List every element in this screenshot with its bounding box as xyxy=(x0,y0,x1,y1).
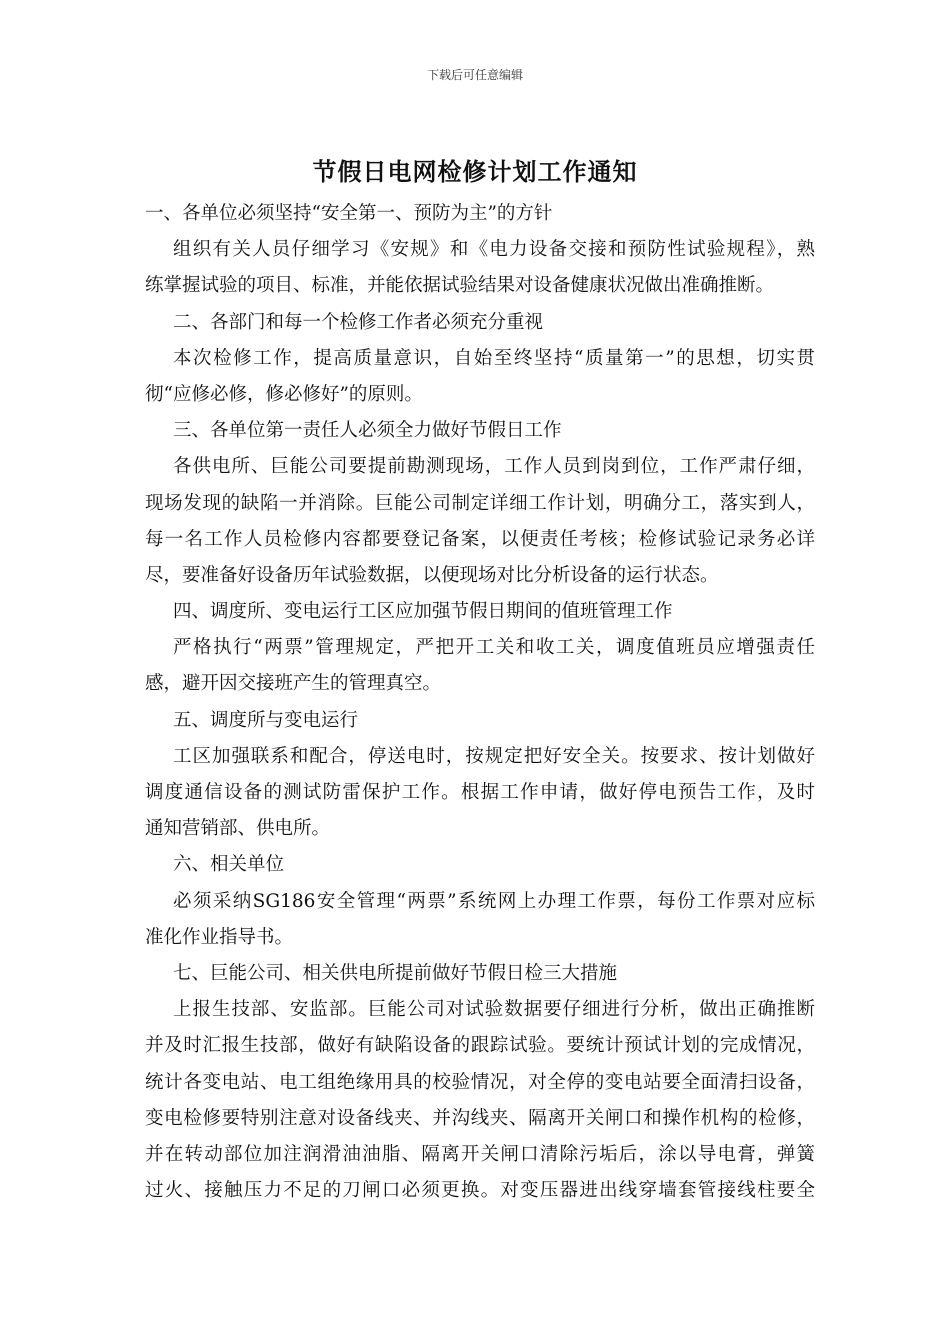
text-line: 必须采纳SG186安全管理“两票”系统网上办理工作票，每份工作票对应标 xyxy=(173,890,815,912)
text-line: 各供电所、巨能公司要提前勘测现场，工作人员到岗到位，工作严肃仔细， xyxy=(173,456,815,478)
text-line: 练掌握试验的项目、标准，并能依据试验结果对设备健康状况做出准确推断。 xyxy=(145,275,775,297)
text-line: 四、调度所、变电运行工区应加强节假日期间的值班管理工作 xyxy=(173,601,673,623)
text-line: 本次检修工作，提高质量意识，自始至终坚持“质量第一”的思想，切实贯 xyxy=(173,347,815,369)
text-line: 过火、接触压力不足的刀闸口必须更换。对变压器进出线穿墙套管接线柱要全 xyxy=(145,1180,815,1202)
text-line: 并在转动部位加注润滑油油脂、隔离开关闸口清除污垢后，涂以导电膏，弹簧 xyxy=(145,1143,815,1165)
text-line: 组织有关人员仔细学习《安规》和《电力设备交接和预防性试验规程》，熟 xyxy=(173,239,815,261)
text-line: 并及时汇报生技部，做好有缺陷设备的跟踪试验。要统计预试计划的完成情况， xyxy=(145,1035,815,1057)
text-line: 一、各单位必须坚持“安全第一、预防为主”的方针 xyxy=(145,203,553,224)
text-line: 二、各部门和每一个检修工作者必须充分重视 xyxy=(173,311,544,333)
text-line: 尽，要准备好设备历年试验数据，以便现场对比分析设备的运行状态。 xyxy=(145,564,719,586)
text-line: 五、调度所与变电运行 xyxy=(173,709,359,731)
text-line: 感，避开因交接班产生的管理真空。 xyxy=(145,673,442,695)
text-line: 统计各变电站、电工组绝缘用具的校验情况，对全停的变电站要全面清扫设备， xyxy=(145,1071,815,1093)
text-line: 每一名工作人员检修内容都要登记备案，以便责任考核；检修试验记录务必详 xyxy=(145,528,815,550)
document-title: 节假日电网检修计划工作通知 xyxy=(312,157,638,186)
text-line: 七、巨能公司、相关供电所提前做好节假日检三大措施 xyxy=(173,962,618,984)
text-line: 现场发现的缺陷一并消除。巨能公司制定详细工作计划，明确分工，落实到人， xyxy=(145,492,815,514)
text-line: 调度通信设备的测试防雷保护工作。根据工作申请，做好停电预告工作，及时 xyxy=(145,782,815,803)
text-line: 上报生技部、安监部。巨能公司对试验数据要仔细进行分析，做出正确推断 xyxy=(173,999,815,1021)
text-line: 三、各单位第一责任人必须全力做好节假日工作 xyxy=(173,420,562,442)
text-line: 工区加强联系和配合，停送电时，按规定把好安全关。按要求、按计划做好 xyxy=(173,745,815,767)
text-line: 六、相关单位 xyxy=(173,854,285,876)
text-line: 准化作业指导书。 xyxy=(145,926,294,948)
text-line: 通知营销部、供电所。 xyxy=(145,818,331,840)
page-header: 下载后可任意编辑 xyxy=(426,68,523,82)
document-body xyxy=(145,196,815,1209)
text-line: 变电检修要特别注意对设备线夹、并沟线夹、隔离开关闸口和操作机构的检修， xyxy=(145,1107,815,1129)
text-line: 彻“应修必修，修必修好”的原则。 xyxy=(145,383,423,405)
text-line: 严格执行“两票”管理规定，严把开工关和收工关，调度值班员应增强责任 xyxy=(173,637,815,659)
